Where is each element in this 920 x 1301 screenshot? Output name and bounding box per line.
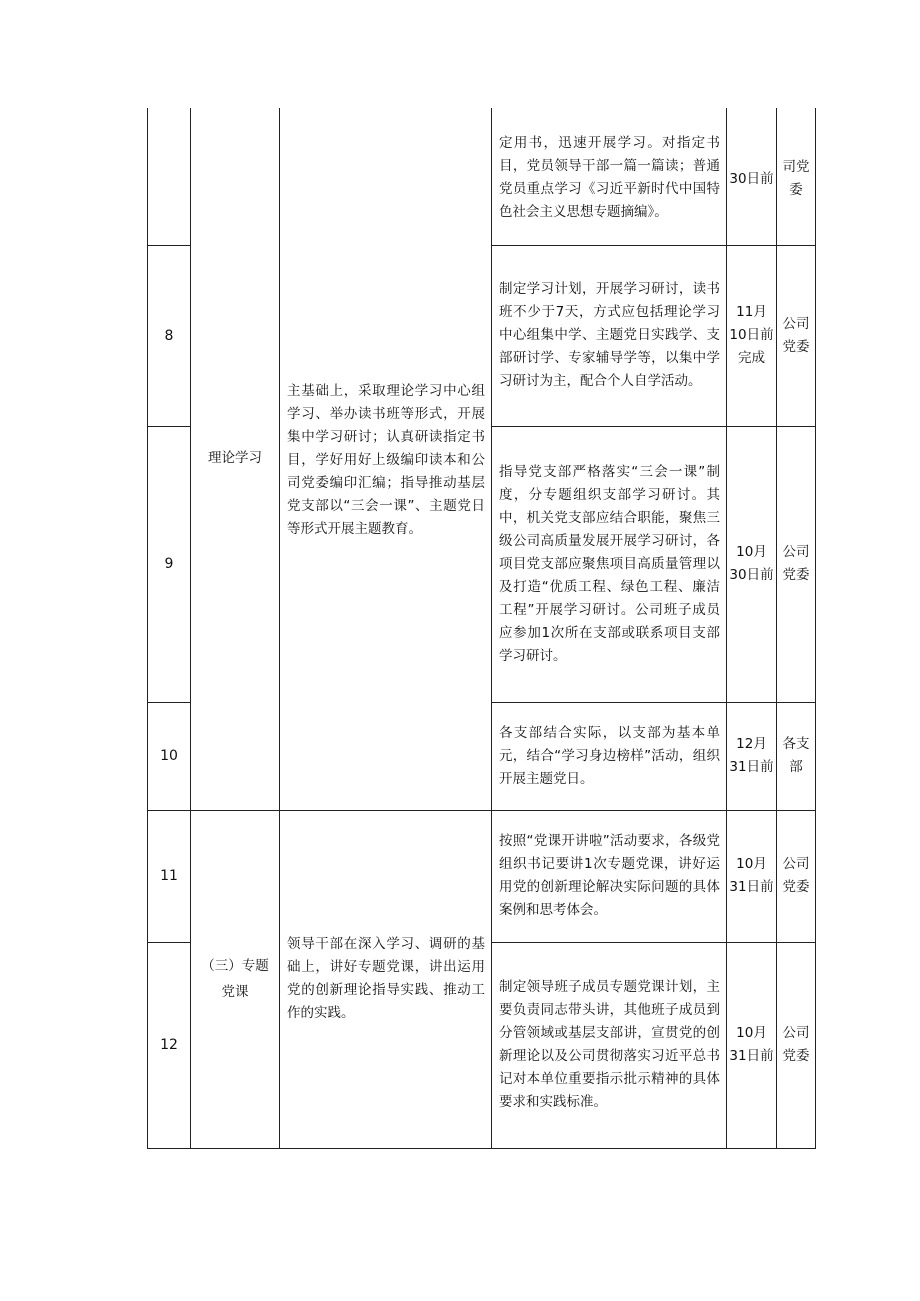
time-cell	[727, 810, 777, 942]
row-number-cell	[148, 108, 191, 245]
measure-text: 按照“党课开讲啦”活动要求，各级党组织书记要讲1次专题党课，讲好运用党的创新理论解决实际问题的具体案例和思考体会。	[499, 833, 720, 918]
table-row	[148, 108, 816, 245]
time-cell	[727, 426, 777, 702]
time-text: 10月31日前	[729, 1025, 774, 1064]
owner-text: 公司党委	[782, 856, 810, 895]
row-number-cell: 10	[148, 702, 191, 810]
method-cell	[280, 810, 492, 1148]
task-label: 理论学习	[208, 450, 262, 467]
owner-cell	[777, 245, 816, 426]
time-text: 10月30日前	[729, 544, 774, 583]
row-number-cell: 8	[148, 245, 191, 426]
time-text: 12月31日前	[729, 736, 774, 775]
owner-cell	[777, 702, 816, 810]
measure-text: 制定学习计划，开展学习研讨，读书班不少于7天，方式应包括理论学习中心组集中学、主题党日实践学、支部研讨学、专家辅导学等，以集中学习研讨为主，配合个人自学活动。	[499, 281, 720, 389]
owner-text: 公司党委	[782, 315, 810, 355]
measure-text: 各支部结合实际，以支部为基本单元，结合“学习身边榜样”活动，组织开展主题党日。	[499, 724, 720, 787]
owner-text: 公司党委	[782, 544, 810, 583]
method-text: 领导干部在深入学习、调研的基础上，讲好专题党课，讲出运用党的创新理论指导实践、推动工作的实践。	[287, 936, 485, 1021]
measure-cell	[492, 942, 727, 1148]
time-text: 10月31日前	[729, 856, 774, 895]
method-text: 主基础上，采取理论学习中心组学习、举办读书班等形式，开展集中学习研讨；认真研读指定书目，学好用好上级编印读本和公司党委编印汇编；指导推动基层党支部以“三会一课”、主题党日等形式开展主题教育。	[287, 383, 485, 538]
table-row	[148, 810, 816, 942]
owner-cell	[777, 426, 816, 702]
time-text: 11月10日前完成	[729, 304, 774, 366]
task-label: （三）专题党课	[201, 958, 269, 1000]
owner-text: 公司党委	[782, 1025, 810, 1064]
task-cell-special-party-lecture	[191, 810, 280, 1148]
method-cell	[280, 108, 492, 810]
owner-cell	[777, 810, 816, 942]
measure-text: 指导党支部严格落实“三会一课”制度，分专题组织支部学习研讨。其中，机关党支部应结合职能，聚焦三级公司高质量发展开展学习研讨，各项目党支部应聚焦项目高质量管理以及打造“优质工程、绿色工程、廉洁工程”开展学习研讨。公司班子成员应参加1次所在支部或联系项目支部学习研讨。	[499, 463, 720, 664]
owner-text: 司党委	[782, 159, 810, 199]
measure-text: 制定领导班子成员专题党课计划，主要负责同志带头讲，其他班子成员到分管领域或基层支部讲，宣贯党的创新理论以及公司贯彻落实习近平总书记对本单位重要指示批示精神的具体要求和实践标准。	[499, 979, 720, 1110]
measure-cell	[492, 108, 727, 245]
time-cell	[727, 702, 777, 810]
time-cell	[727, 108, 777, 245]
time-cell	[727, 245, 777, 426]
row-number-cell: 9	[148, 426, 191, 702]
work-plan-table	[147, 108, 816, 1149]
owner-cell	[777, 108, 816, 245]
owner-cell	[777, 942, 816, 1148]
measure-cell	[492, 245, 727, 426]
row-number-cell: 11	[148, 810, 191, 942]
task-cell-theory-study	[191, 108, 280, 810]
time-cell	[727, 942, 777, 1148]
measure-cell	[492, 810, 727, 942]
row-number-cell: 12	[148, 942, 191, 1148]
measure-cell	[492, 426, 727, 702]
measure-text: 定用书，迅速开展学习。对指定书目，党员领导干部一篇一篇读；普通党员重点学习《习近平新时代中国特色社会主义思想专题摘编》。	[499, 135, 720, 221]
time-text: 30日前	[729, 170, 774, 187]
owner-text: 各支部	[782, 736, 810, 775]
measure-cell	[492, 702, 727, 810]
